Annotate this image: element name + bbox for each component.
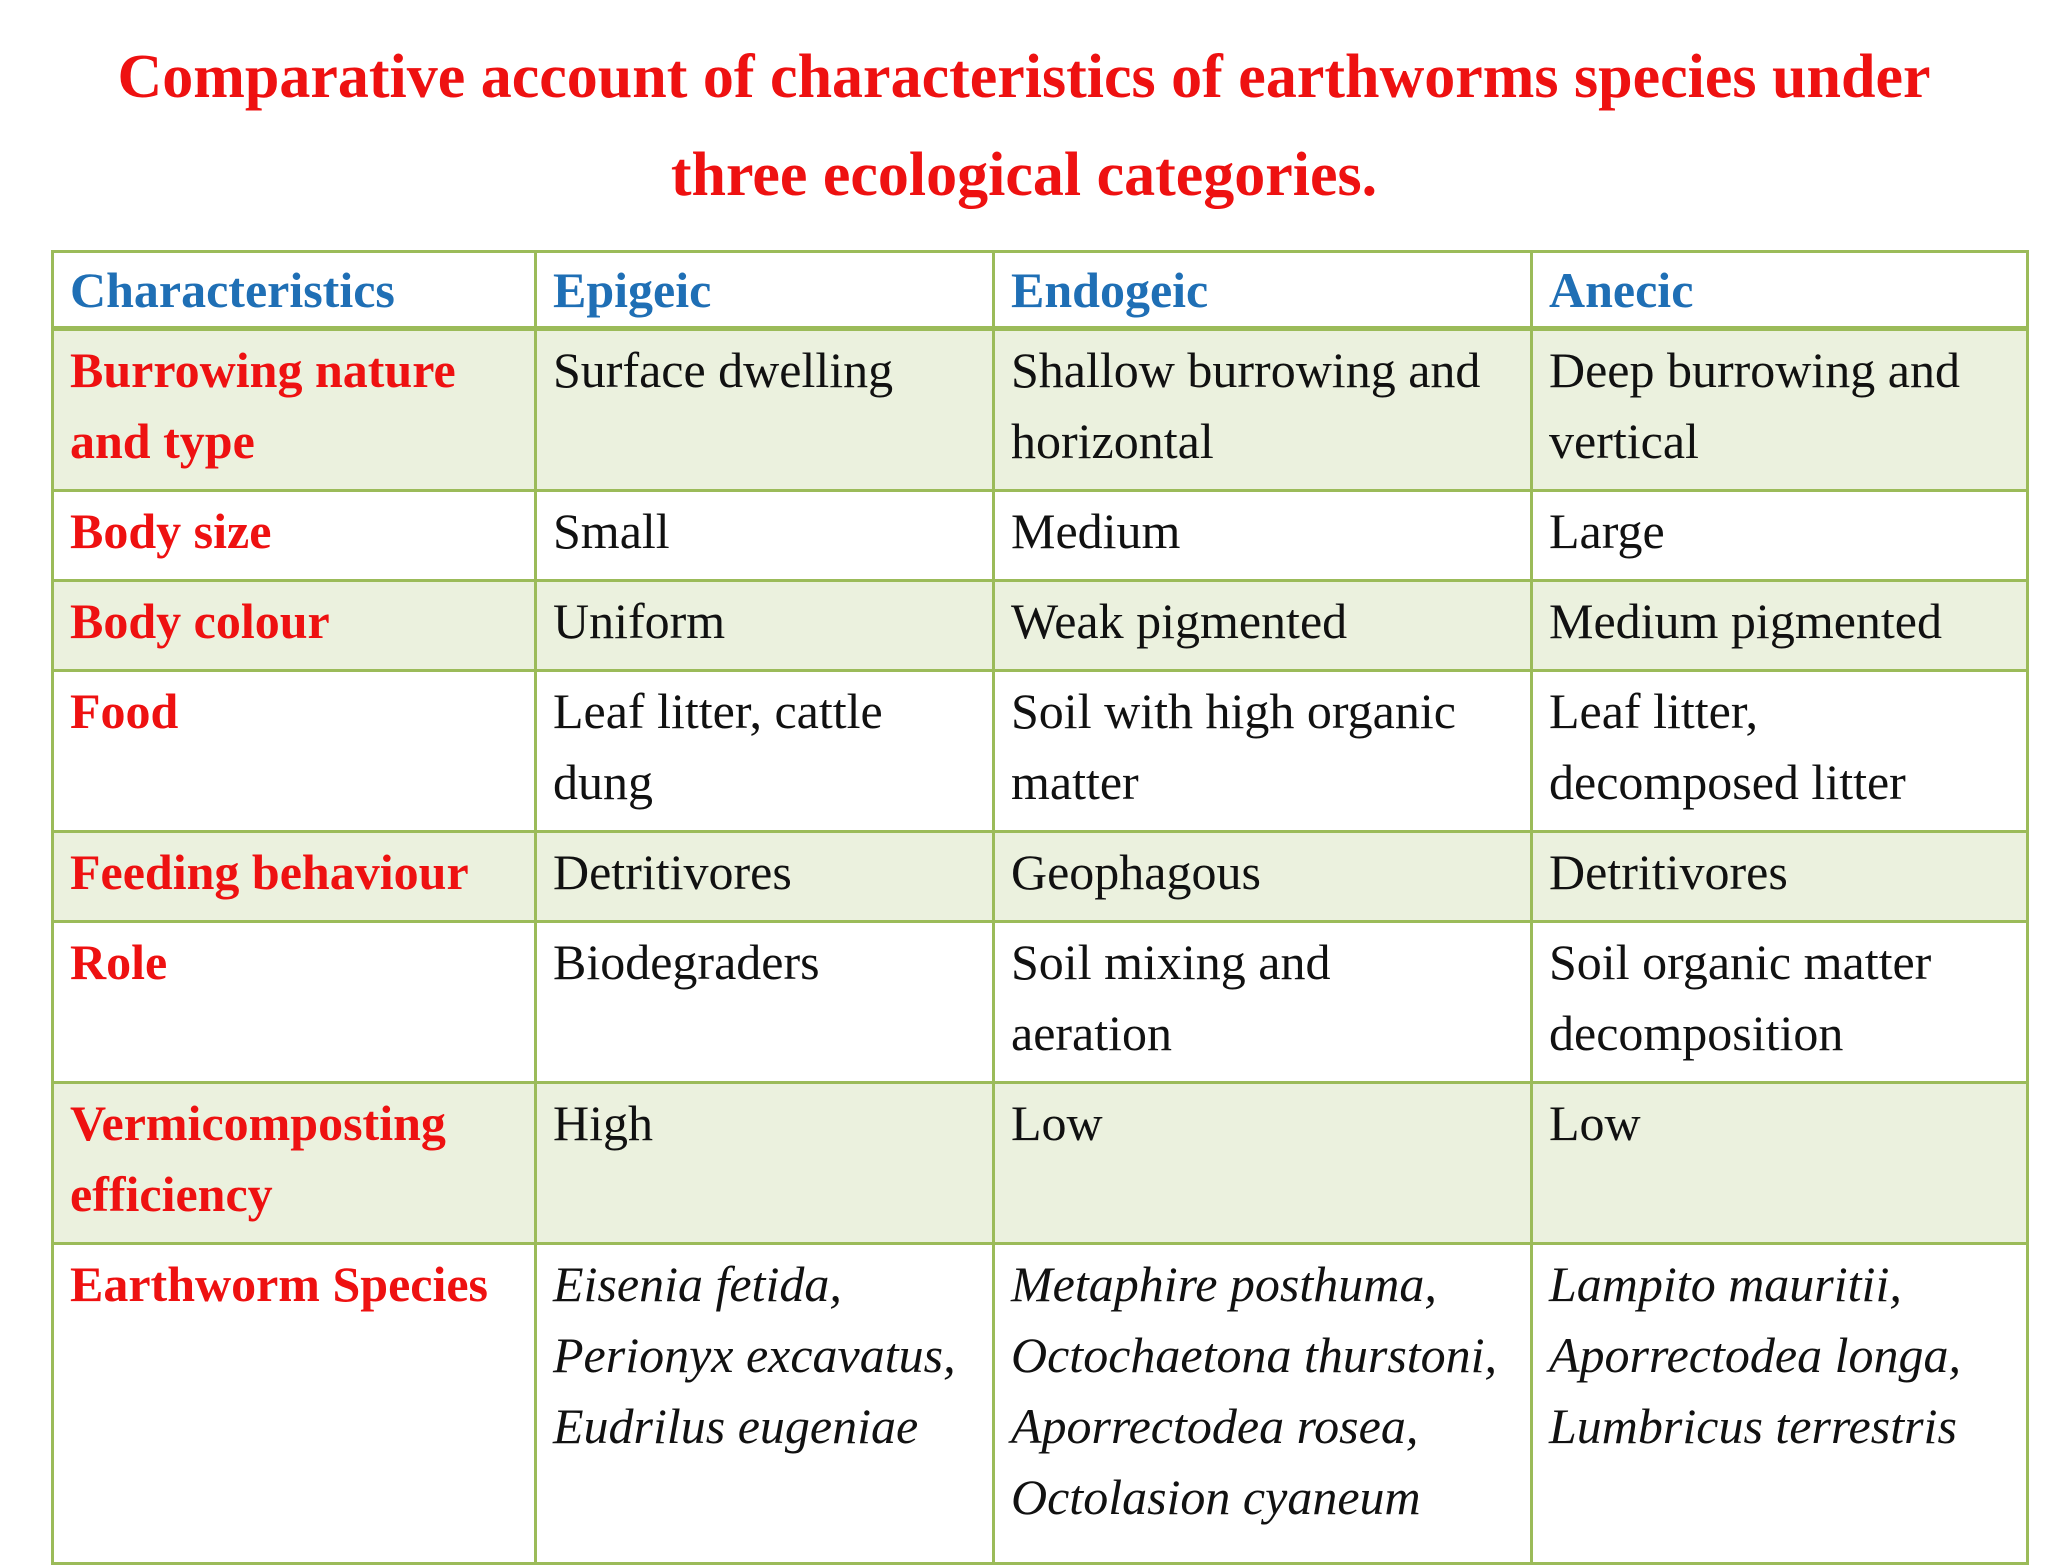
cell-endogeic	[994, 491, 1532, 581]
row-label-cell	[53, 1083, 536, 1244]
cell-endogeic	[994, 922, 1532, 1083]
cell-anecic	[1532, 329, 2028, 491]
row-label-line: and type	[70, 413, 255, 469]
cell-anecic	[1532, 671, 2028, 832]
cell-anecic	[1532, 581, 2028, 671]
cell-text-line: Small	[553, 503, 670, 559]
cell-epigeic	[536, 1083, 994, 1244]
cell-anecic	[1532, 1244, 2028, 1564]
table-row	[53, 491, 2028, 581]
cell-text-line: decomposition	[1549, 1005, 1844, 1061]
cell-epigeic	[536, 832, 994, 922]
cell-text-line: aeration	[1011, 1005, 1173, 1061]
row-label-line: Earthworm Species	[70, 1256, 488, 1312]
species-name: Perionyx excavatus,	[553, 1327, 956, 1383]
cell-endogeic	[994, 329, 1532, 491]
row-label-cell	[53, 832, 536, 922]
cell-epigeic	[536, 1244, 994, 1564]
cell-text-line: Leaf litter, cattle	[553, 683, 883, 739]
cell-anecic	[1532, 491, 2028, 581]
cell-text-line: Soil with high organic	[1011, 683, 1456, 739]
species-name: Eudrilus eugeniae	[553, 1398, 919, 1454]
cell-text-line: matter	[1011, 754, 1139, 810]
cell-anecic	[1532, 832, 2028, 922]
cell-text-line: vertical	[1549, 413, 1699, 469]
cell-epigeic	[536, 491, 994, 581]
species-name: Octolasion cyaneum	[1011, 1469, 1421, 1525]
table-row	[53, 1083, 2028, 1244]
row-label-line: efficiency	[70, 1166, 273, 1222]
row-label-line: Body colour	[70, 593, 330, 649]
row-label-line: Feeding behaviour	[70, 844, 469, 900]
cell-epigeic	[536, 329, 994, 491]
species-name: Lampito mauritii,	[1549, 1256, 1902, 1312]
cell-endogeic	[994, 671, 1532, 832]
species-name: Aporrectodea rosea,	[1011, 1398, 1419, 1454]
cell-text-line: decomposed litter	[1549, 754, 1906, 810]
page-title	[0, 28, 2048, 224]
header-characteristics: Characteristics	[53, 252, 536, 329]
cell-text-line: Uniform	[553, 593, 726, 649]
cell-text-line: Geophagous	[1011, 844, 1261, 900]
row-label-line: Role	[70, 934, 168, 990]
header-endogeic: Endogeic	[994, 252, 1532, 329]
cell-endogeic	[994, 832, 1532, 922]
cell-text-line: dung	[553, 754, 653, 810]
cell-text-line: Low	[1011, 1095, 1103, 1151]
row-label-line: Vermicomposting	[70, 1095, 446, 1151]
row-label-cell	[53, 1244, 536, 1564]
cell-text-line: Detritivores	[553, 844, 792, 900]
cell-epigeic	[536, 671, 994, 832]
species-name: Octochaetona thurstoni,	[1011, 1327, 1498, 1383]
row-label-cell	[53, 671, 536, 832]
cell-endogeic	[994, 1244, 1532, 1564]
cell-text-line: horizontal	[1011, 413, 1214, 469]
cell-endogeic	[994, 1083, 1532, 1244]
cell-text-line: Weak pigmented	[1011, 593, 1348, 649]
table-header-row	[53, 252, 2028, 329]
row-label-cell	[53, 581, 536, 671]
comparison-table	[51, 250, 2029, 1565]
page-title-line-1: Comparative account of characteristics of earthworms species under	[117, 43, 1931, 111]
row-label-cell	[53, 329, 536, 491]
row-label-line: Food	[70, 683, 179, 739]
cell-text-line: Leaf litter,	[1549, 683, 1758, 739]
cell-text-line: Medium	[1011, 503, 1181, 559]
cell-text-line: Soil organic matter	[1549, 934, 1932, 990]
header-epigeic: Epigeic	[536, 252, 994, 329]
cell-text-line: High	[553, 1095, 653, 1151]
species-name: Eisenia fetida,	[553, 1256, 842, 1312]
table-row	[53, 1244, 2028, 1564]
table-row	[53, 671, 2028, 832]
header-anecic: Anecic	[1532, 252, 2028, 329]
cell-text-line: Low	[1549, 1095, 1641, 1151]
cell-text-line: Large	[1549, 503, 1665, 559]
cell-epigeic	[536, 581, 994, 671]
cell-anecic	[1532, 922, 2028, 1083]
cell-anecic	[1532, 1083, 2028, 1244]
row-label-cell	[53, 491, 536, 581]
cell-epigeic	[536, 922, 994, 1083]
cell-text-line: Medium pigmented	[1549, 593, 1942, 649]
row-label-cell	[53, 922, 536, 1083]
row-label-line: Burrowing nature	[70, 342, 456, 398]
species-name: Lumbricus terrestris	[1549, 1398, 1957, 1454]
table-body	[53, 329, 2028, 1564]
cell-text-line: Shallow burrowing and	[1011, 342, 1481, 398]
cell-text-line: Deep burrowing and	[1549, 342, 1960, 398]
cell-text-line: Biodegraders	[553, 934, 820, 990]
table-row	[53, 581, 2028, 671]
table-row	[53, 922, 2028, 1083]
species-name: Metaphire posthuma,	[1011, 1256, 1437, 1312]
row-label-line: Body size	[70, 503, 272, 559]
species-name: Aporrectodea longa,	[1549, 1327, 1961, 1383]
cell-text-line: Soil mixing and	[1011, 934, 1331, 990]
page-title-line-2: three ecological categories.	[670, 141, 1378, 209]
table-row	[53, 832, 2028, 922]
cell-text-line: Surface dwelling	[553, 342, 894, 398]
cell-endogeic	[994, 581, 1532, 671]
cell-text-line: Detritivores	[1549, 844, 1788, 900]
table-row	[53, 329, 2028, 491]
